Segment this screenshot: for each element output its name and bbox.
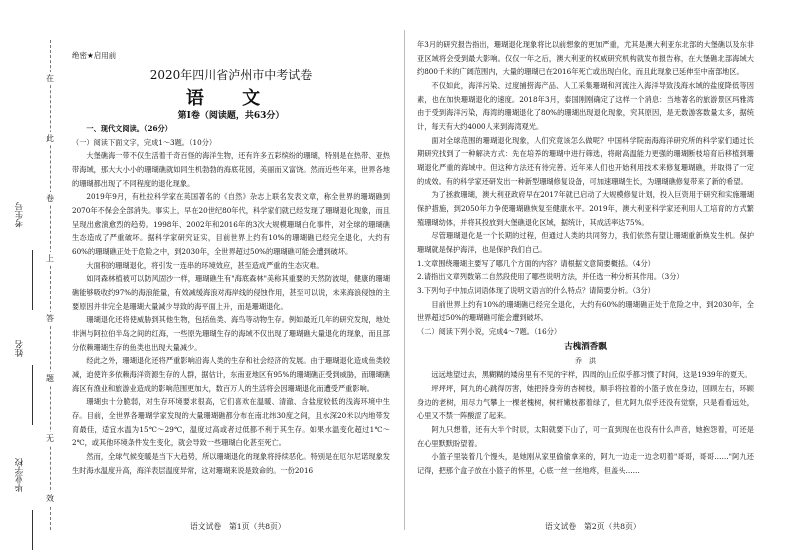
- question: 3.下列句子中加点词语体现了说明文语言的什么特点？请简要分析。（3分）: [417, 286, 655, 296]
- paragraph: 珊瑚虫十分脆弱，对生存环境要求很高，它们喜欢在温暖、清澈、含盐度较低的浅海环境中生存。目前，全世界各珊瑚学家发现的大量珊瑚礁都分布在南北纬30度之间，且水深20米以内地带发育最佳，适宜水温为15℃～29℃，温度过高或者过低都不利于其生存。如果水温变化超过1℃～2℃，或其他环境条件发生变化，就会导致一些珊瑚白化甚至死亡。: [72, 397, 390, 448]
- paragraph: 尽管珊瑚退化是一个长期的过程，但通过人类的共同努力，我们依然有望让珊瑚重新焕发生机。保护珊瑚就是保护海洋，也是保护我们自己。: [417, 231, 754, 255]
- paragraph: 大面积的珊瑚退化，将引发一连串的环境效应，甚至造成严重的生态灾难。: [86, 260, 324, 270]
- paragraph: 如同森林植被可以防风固沙一样，珊瑚礁生有"海底森林"美称其重要的天然防波堤，健康的珊瑚礁能够吸收约97%的海浪能量，有效减缓海浪对海岸线的侵蚀作用，甚至可以说，未来海浪侵蚀的主要原因并非完全是珊瑚大量减少导致的海平面上升，而是珊瑚退化。: [72, 274, 390, 311]
- binding-char: 上: [46, 254, 54, 263]
- school-line: [32, 510, 33, 550]
- secret-mark: 绝密★启用前: [72, 51, 117, 60]
- binding-char: 无: [46, 434, 54, 443]
- question: 1.文章围绕珊瑚主要写了哪几个方面的内容？请根据文意简要概括。（4分）: [417, 258, 655, 268]
- paragraph: 年3月的研究报告指出，珊瑚退化现象将比以前想象的更加严重，尤其是澳大利亚东北部的大堡礁以及东非亚区域将会受到最大影响。仅仅一年之后，澳大利亚的权威研究机构就发布报告称，在大堡礁北部海域大约800千米的广阔范围内，大量的珊瑚已在2016年死亡或出现白化，而且此现象已延伸至中南部地区。: [417, 40, 754, 77]
- left-column: [72, 122, 390, 477]
- paragraph: 面对全球范围的珊瑚退化现象，人们究竟该怎么做呢？中国科学院南海海洋研究所的科学家们通过长期研究找到了一种解决方式：先在培养的珊瑚中进行筛选，将耐高温能力更强的珊瑚断枝培育后移植到珊瑚退化严重的海域中。但这种方法还有待完善。近年来人们也开始利用技术来修复珊瑚礁，并取得了一定的成效。有的科学家还研发出一种新型珊瑚修复设备，可加速珊瑚生长，为珊瑚礁修复带来了新的希望。: [417, 135, 754, 186]
- exam-title: 2020年四川省泸州市中考试卷: [149, 68, 313, 82]
- paragraph: 大堡礁海一带不仅生活着千奇百怪的海洋生物，还有许多五彩缤纷的珊瑚，特别是在热带、亚热带海域，那大大小小的珊瑚礁就如同生机勃勃的海底花园，美丽而又富饶。然而近些年来，世界各地的珊瑚都出现了不同程度的退化现象。: [72, 151, 390, 188]
- paragraph: 然而，全球气候变暖是当下大趋势，所以珊瑚退化的现象将持续恶化。特别是在厄尔尼诺现象发生时海水温度升高，海洋表层温度异常，这对珊瑚来说是致命的。一份2016: [72, 452, 390, 475]
- paragraph: 2019年9月，有杜拉科学家在英国著名的《自然》杂志上联名发表文章，称全世界的珊瑚礁到2070年不保会全部消失。事实上，早在20世纪80年代，科学家们就已经发现了珊瑚退化现象，而且呈现出愈演愈烈的趋势。1998年、2002年和2016年的3次大规模珊瑚白化事件，对全球的珊瑚礁生态造成了严重破坏。据科学家研究证实，目前世界上约有10%的珊瑚礁已经完全退化，大约有60%的珊瑚礁正处于危险之中，到2030年，全世界超过50%的珊瑚礁可能会遭到破坏。: [72, 192, 390, 257]
- binding-char: 答: [46, 314, 54, 323]
- paragraph: 坪坪坪，阿九的心跳得厉害，她把持身旁的杏树枝，顺手将拉着的小篮子放在身边，回顾左右，环顾身边的老树，用尽力气攀上一棵老槐树，树杆嫩枝都着绿了，但尤阿九似乎还没有觉察，只是看看远处，心里又不禁一阵酸涩了起来。: [417, 383, 754, 421]
- question: 2.请指出文章列数第二自然段使用了哪些说明方法，并任选一种分析其作用。（3分）: [417, 272, 684, 282]
- column-divider: [404, 30, 405, 530]
- question-quote: 目前世界上约有10%的珊瑚礁已经完全退化，大约有60%的珊瑚礁正处于危险之中，到2030年，全世界超过50%的珊瑚礁可能会遭到破坏。: [417, 299, 754, 323]
- page-footer: 语文试卷 第1页（共8页）: [190, 522, 286, 531]
- page-footer: 语文试卷 第2页（共8页）: [545, 522, 641, 531]
- school-label: 毕业学校: [15, 458, 25, 492]
- binding-char: 题: [46, 374, 54, 383]
- binding-char: 在: [46, 74, 54, 83]
- paragraph: 远远地望过去，黑糊糊的矮房里有不见的宇样，四周的山丘似乎都习惯了时间，这是1939年的夏天。: [431, 370, 752, 380]
- paragraph: 不仅如此，海洋污染、过度捕捞海产品、人工采集珊瑚和河流注入海洋导致浅海水域的盐度降低等因素，也在加快珊瑚退化的速度。2018年3月，泰国刚刚确定了这样一个消息：当地著名的旅游景区玛雅湾由于受到海洋污染，海湾的珊瑚退化了80%的珊瑚出现退化现象，究其原因，是无数游客数量太多，据统计，每天有大约4000人来到海湾观光。: [417, 81, 754, 132]
- sub-section-heading: （一）阅读下面文字，完成1～3题。（10分）: [72, 137, 217, 147]
- subject-title: 语 文: [185, 88, 277, 109]
- binding-char: 此: [46, 134, 54, 143]
- examinee-number-line: [32, 250, 33, 310]
- paragraph: 阿九只想着，还有大半个时辰，太阳就要下山了，可一直到现在也没有什么声音，她抱怨着，可还是在心里默默盼望着。: [417, 424, 754, 448]
- volume-title: 第Ⅰ卷（阅读题，共63分）: [177, 111, 285, 121]
- binding-char: 卷: [46, 194, 54, 203]
- name-line: [32, 365, 33, 425]
- story-author: 乔 洪: [575, 356, 596, 365]
- binding-margin: [10, 40, 60, 530]
- paragraph: 小篮子里装着几个馒头，是她刚从家里偷偷拿来的，阿九一边走一边念叨着"哥哥，哥哥……"阿九还记得，把那个盒子放在小篮子的怀里，心底一丝一丝地疼，但盖头……: [417, 452, 754, 475]
- paragraph: 珊瑚退化还将使威胁到其他生物，包括鱼类、海鸟等动物生存。例如最近几年的研究发现，地处非洲与阿拉伯半岛之间的红海，一些原先珊瑚生存的海域不仅出现了珊瑚礁大量退化的现象，而且部分依赖珊瑚生存的鱼类也出现大量减少。: [72, 315, 390, 352]
- right-column: [417, 38, 754, 478]
- paragraph: 为了拯救珊瑚，澳大利亚政府早在2017年就已启动了大规模修复计划，投入巨资用于研究和实施珊瑚保护措施，到2050年力争使珊瑚礁恢复至健康水平。2019年，澳大利亚科学家还利用人工培育的方式繁殖珊瑚幼体，并将其投放到大堡礁退化区域，据统计，其成活率达75%。: [417, 190, 754, 227]
- section-heading: 一、现代文阅读。（26分）: [86, 124, 172, 133]
- sub-section-heading: （二）阅读下列小说，完成4～7题。（16分）: [417, 327, 562, 337]
- examinee-number-label: 考生号: [15, 202, 25, 228]
- story-title: 古槐酒香飘: [564, 341, 607, 352]
- binding-line: [50, 40, 51, 530]
- paragraph: 经此之外，珊瑚退化还将严重影响沿海人类的生存和社会经济的发展。由于珊瑚退化造成鱼类较减，迫使许多依赖海洋资源生存的人群，据估计，东南亚地区有95%的珊瑚礁正受到威胁，而珊瑚礁海区有渔业和旅游业造成的影响范围更加大，数百万人的生活将会因珊瑚退化而遭受严重影响。: [72, 356, 390, 393]
- binding-char: 效: [46, 494, 54, 503]
- name-label: 姓名: [15, 340, 25, 357]
